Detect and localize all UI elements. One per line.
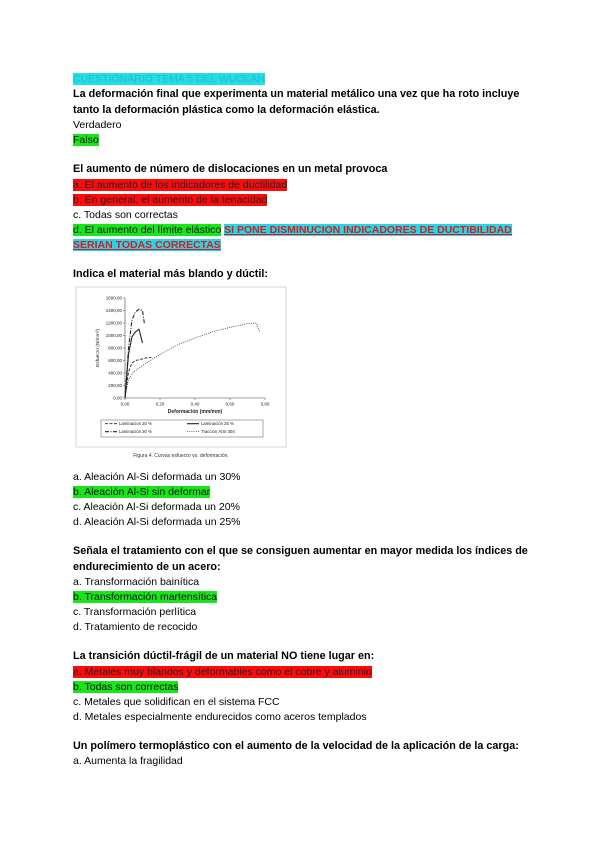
option-5b: b. Todas son correctas — [73, 680, 179, 693]
answer-note: SI PONE DISMINUCION INDICADORES DE DUCTIBILIDAD SERIAN TODAS CORRECTAS — [73, 223, 512, 251]
quiz-title: CUESTIONARIO TEMA 5 DEL WUOLAH — [73, 73, 265, 85]
y-tick-label: 1600,00 — [105, 295, 122, 301]
option-4a: a. Transformación bainítica — [73, 576, 200, 588]
y-axis-label: Esfuerzo (N/mm²) — [96, 329, 101, 367]
series-line-1 — [125, 357, 151, 398]
option-2b: b. En general, el aumento de la tenacidad — [73, 193, 268, 206]
question-2: El aumento de número de dislocaciones en un metal provoca — [73, 163, 388, 175]
option-4b: b. Transformación martensítica — [73, 591, 218, 603]
legend-label: Laminacion 20 % — [119, 421, 152, 426]
series-line-3 — [125, 309, 144, 398]
question-3: Indica el material más blando y dúctil: — [73, 267, 268, 280]
option-3c: c. Aleación Al-Si deformada un 20% — [73, 501, 240, 513]
option-5c: c. Metales que solidifican en el sistema FCC — [73, 695, 280, 708]
question-5: La transición dúctil-frágil de un material NO tiene lugar en: — [73, 650, 375, 662]
stress-strain-figure — [75, 286, 287, 466]
option-1a: Verdadero — [73, 119, 122, 131]
quiz-content — [73, 72, 533, 769]
y-tick-label: 1400,00 — [105, 308, 122, 314]
option-3a: a. Aleación Al-Si deformada un 30% — [73, 471, 241, 483]
option-6a: a. Aumenta la fragilidad — [73, 755, 183, 767]
y-tick-label: 400,00 — [108, 370, 122, 376]
option-2c: c. Todas son correctas — [73, 208, 178, 221]
legend-label: Traccion AISI 304 — [201, 429, 235, 434]
option-3b: b. Aleación Al-Si sin deformar — [73, 486, 211, 498]
question-1: La deformación final que experimenta un material metálico una vez que ha roto incluye tanto la deformación plástica como la deformación elástica. — [73, 88, 520, 116]
legend-label: Laminación 25 % — [201, 421, 234, 426]
option-5a: a. Metales muy blandos y deformables como el cobre y aluminio — [73, 665, 372, 678]
figure-caption: Figura 4. Curvas esfuerzo vs. deformación. — [133, 453, 229, 459]
option-5d: d. Metales especialmente endurecidos como aceros templados — [73, 710, 367, 723]
x-tick-label: 0,20 — [155, 401, 165, 407]
x-tick-label: 0,80 — [260, 401, 270, 407]
y-tick-label: 1000,00 — [105, 333, 122, 339]
x-tick-label: 0,60 — [225, 401, 235, 407]
y-tick-label: 0,00 — [113, 395, 122, 401]
x-tick-label: 0,00 — [120, 401, 130, 407]
legend-label: Laminación 30 % — [119, 429, 152, 434]
stress-strain-chart — [75, 286, 287, 461]
question-4: Señala el tratamiento con el que se consiguen aumentar en mayor medida los índices de endurecimiento de un acero: — [73, 545, 528, 573]
y-tick-label: 200,00 — [108, 383, 122, 389]
option-4d: d. Tratamiento de recocido — [73, 621, 198, 633]
y-tick-label: 800,00 — [108, 345, 122, 351]
y-tick-label: 1200,00 — [105, 320, 122, 326]
option-2d: d. El aumento del límite elástico SI PONE DISMINUCION INDICADORES DE DUCTIBILIDAD SERIAN TODAS CORRECTAS — [73, 223, 512, 251]
option-4c: c. Transformación perlítica — [73, 606, 197, 618]
question-6: Un polímero termoplástico con el aumento de la velocidad de la aplicación de la carga: — [73, 739, 519, 752]
x-tick-label: 0,40 — [190, 401, 200, 407]
x-axis-label: Deformación (mm/mm) — [167, 409, 223, 415]
y-tick-label: 600,00 — [108, 358, 122, 364]
option-3d: d. Aleación Al-Si deformada un 25% — [73, 516, 241, 528]
option-1b: Falso — [73, 134, 99, 146]
series-line-4 — [125, 323, 260, 398]
option-2a: a. El aumento de los indicadores de ductilidad — [73, 178, 288, 191]
